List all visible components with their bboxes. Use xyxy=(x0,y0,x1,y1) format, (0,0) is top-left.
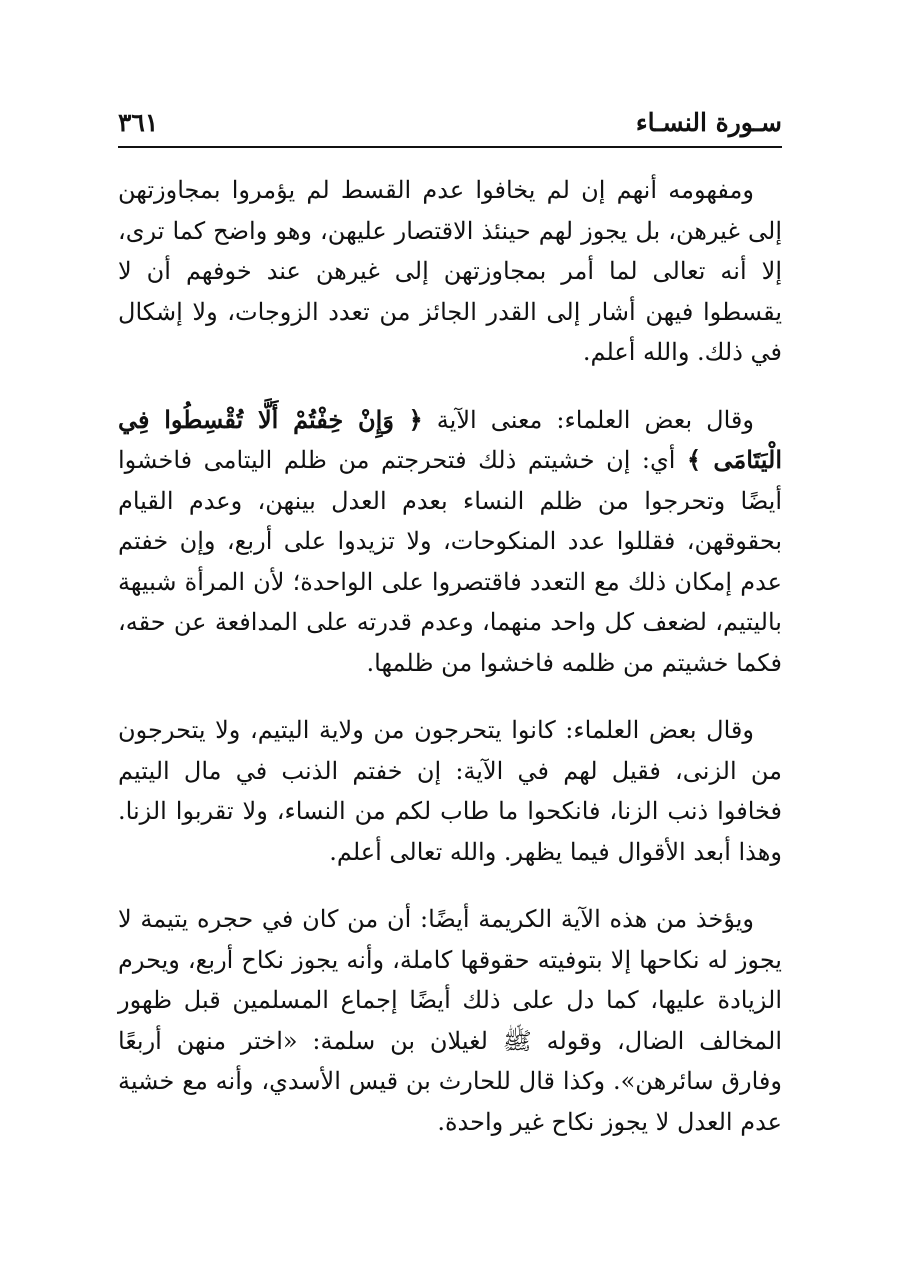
paragraph-3-text: وقال بعض العلماء: كانوا يتحرجون من ولاية اليتيم، ولا يتحرجون من الزنى، فقيل لهم في الآية: إن خفتم الذنب في مال اليتيم فخافوا ذنب الزنا، فانكحوا ما طاب لكم من النساء، ولا تقربوا الزنا. وهذا أبعد الأقوال فيما يظهر. والله تعالى أعلم. xyxy=(118,716,782,866)
paragraph-3 xyxy=(118,710,782,872)
quran-verse: ﴿ وَإِنْ خِفْتُمْ أَلَّا تُقْسِطُوا فِي الْيَتَامَى ﴾ xyxy=(118,404,782,474)
paragraph-2-text: أي: إن خشيتم ذلك فتحرجتم من ظلم اليتامى فاخشوا أيضًا وتحرجوا من ظلم النساء بعدم العدل بينهن، وعدم القيام بحقوقهن، فقللوا عدد المنكوحات، ولا تزيدوا على أربع، وإن خفتم عدم إمكان ذلك مع التعدد فاقتصروا على الواحدة؛ لأن المرأة شبيهة باليتيم، لضعف كل واحد منهما، وعدم قدرته على المدافعة عن حقه، فكما خشيتم من ظلمه فاخشوا من ظلمها. xyxy=(118,446,782,677)
paragraph-2 xyxy=(118,400,782,684)
paragraph-1 xyxy=(118,170,782,373)
page-header xyxy=(118,100,782,144)
paragraph-4 xyxy=(118,899,782,1142)
paragraph-1-text: ومفهومه أنهم إن لم يخافوا عدم القسط لم يؤمروا بمجاوزتهن إلى غيرهن، بل يجوز لهم حينئذ الاقتصار عليهن، وهو واضح كما ترى، إلا أنه تعالى لما أمر بمجاوزتهن إلى غيرهن عند خوفهم أن لا يقسطوا فيهن أشار إلى القدر الجائز من تعدد الزوجات، ولا إشكال في ذلك. والله أعلم. xyxy=(118,176,782,366)
chapter-title: سـورة النسـاء xyxy=(635,108,782,137)
paragraph-4-text: ويؤخذ من هذه الآية الكريمة أيضًا: أن من كان في حجره يتيمة لا يجوز له نكاحها إلا بتوفيته حقوقها كاملة، وأنه يجوز نكاح أربع، ويحرم الزيادة عليها، كما دل على ذلك أيضًا إجماع المسلمين قبل ظهور المخالف الضال، وقوله ﷺ لغيلان بن سلمة: «اختر منهن أربعًا وفارق سائرهن». وكذا قال للحارث بن قيس الأسدي، وأنه مع خشية عدم العدل لا يجوز نكاح غير واحدة. xyxy=(118,905,782,1136)
page-number: ٣٦١ xyxy=(118,108,159,137)
page-body xyxy=(118,170,782,1169)
header-rule xyxy=(118,146,782,148)
paragraph-2-intro: وقال بعض العلماء: معنى الآية xyxy=(436,405,754,434)
